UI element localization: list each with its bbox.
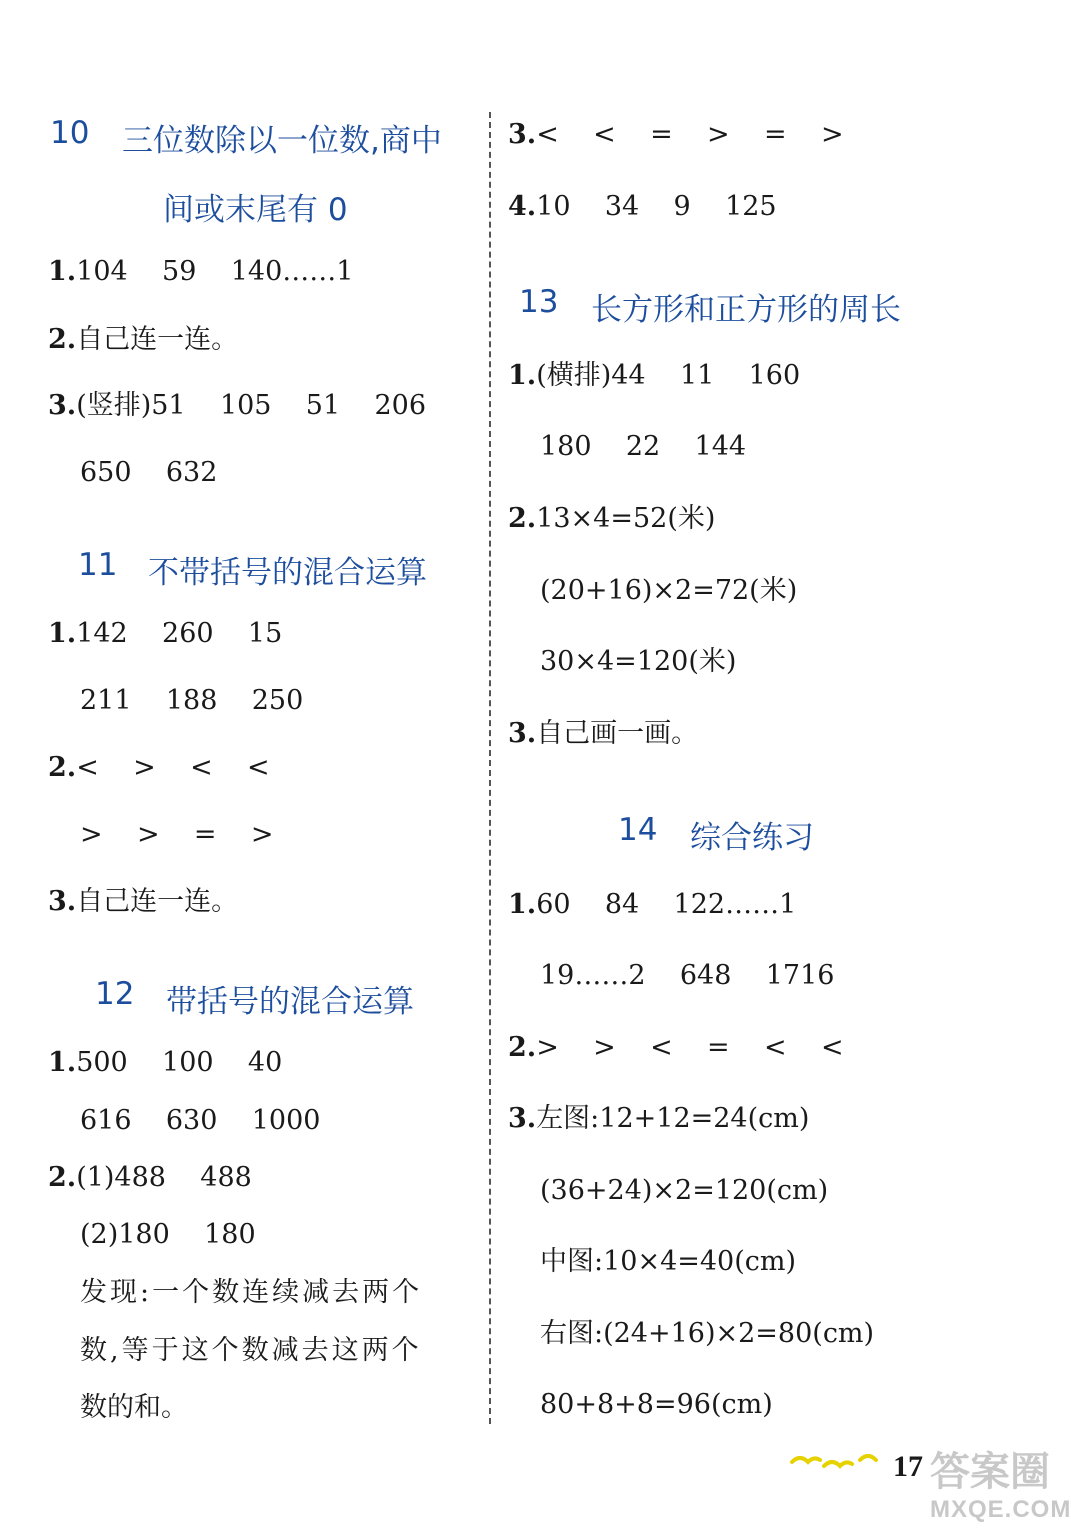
s14-q3-cont2: 中图:10×4=40(cm): [540, 1246, 797, 1277]
section-13-number: 13: [519, 284, 559, 320]
s12-q1-cont: 616 630 1000: [80, 1105, 321, 1136]
column-divider: [489, 112, 491, 1424]
s12-finding-line1: 发现:一个数连续减去两个: [80, 1277, 423, 1308]
section-10-number: 10: [50, 115, 90, 151]
s11-q2-cont: > > = >: [80, 819, 274, 850]
s11-q2: 2.< > < <: [48, 752, 270, 783]
section-13-title: 长方形和正方形的周长: [591, 292, 901, 328]
s14-q3: 3.左图:12+12=24(cm): [508, 1103, 810, 1134]
s13-q1: 1.(横排)44 11 160: [508, 360, 801, 391]
s10-q3: 3.(竖排)51 105 51 206: [48, 390, 427, 421]
section-10-title-line1: 三位数除以一位数,商中: [122, 123, 442, 159]
s13-q1-cont: 180 22 144: [540, 431, 747, 462]
section-14-number: 14: [618, 812, 658, 848]
s11-q1-cont: 211 188 250: [80, 685, 304, 716]
section-12-number: 12: [95, 976, 135, 1012]
s12-finding-line2: 数,等于这个数减去这两个: [80, 1335, 422, 1366]
s14-q1: 1.60 84 122……1: [508, 889, 797, 920]
watermark-logo: 答案圈: [930, 1450, 1050, 1494]
section-10-title-line2: 间或末尾有 0: [163, 192, 348, 228]
section-14-title: 综合练习: [690, 820, 814, 856]
s13-q3: 3.自己画一画。: [508, 718, 699, 749]
watermark-url: MXQE.COM: [930, 1496, 1071, 1523]
s12-q2-cont: (2)180 180: [80, 1219, 256, 1250]
s13-q2-cont1: (20+16)×2=72(米): [540, 575, 798, 606]
s12-q2: 2.(1)488 488: [48, 1162, 252, 1193]
s14-q2: 2.> > < = < <: [508, 1032, 844, 1063]
s11-q3: 3.自己连一连。: [48, 886, 239, 917]
s11-q1: 1.142 260 15: [48, 618, 283, 649]
s13-q2: 2.13×4=52(米): [508, 503, 716, 534]
s10-q2: 2.自己连一连。: [48, 324, 239, 355]
s14-q3-cont4: 80+8+8=96(cm): [540, 1389, 773, 1420]
s10-q3-cont: 650 632: [80, 457, 218, 488]
s14-q1-cont: 19……2 648 1716: [540, 960, 835, 991]
s12-q1: 1.500 100 40: [48, 1047, 283, 1078]
page-number: 17: [893, 1450, 923, 1483]
decorative-birds-icon: [790, 1448, 900, 1478]
s10-q1: 1.104 59 140……1: [48, 256, 354, 287]
s13-q2-cont2: 30×4=120(米): [540, 646, 737, 677]
top-q3: 3.< < = > = >: [508, 119, 844, 150]
section-11-title: 不带括号的混合运算: [148, 555, 427, 591]
s14-q3-cont1: (36+24)×2=120(cm): [540, 1175, 829, 1206]
top-q4: 4.10 34 9 125: [508, 191, 777, 222]
s14-q3-cont3: 右图:(24+16)×2=80(cm): [540, 1318, 875, 1349]
section-12-title: 带括号的混合运算: [166, 984, 414, 1020]
section-11-number: 11: [78, 547, 118, 583]
s12-finding-line3: 数的和。: [80, 1392, 188, 1423]
